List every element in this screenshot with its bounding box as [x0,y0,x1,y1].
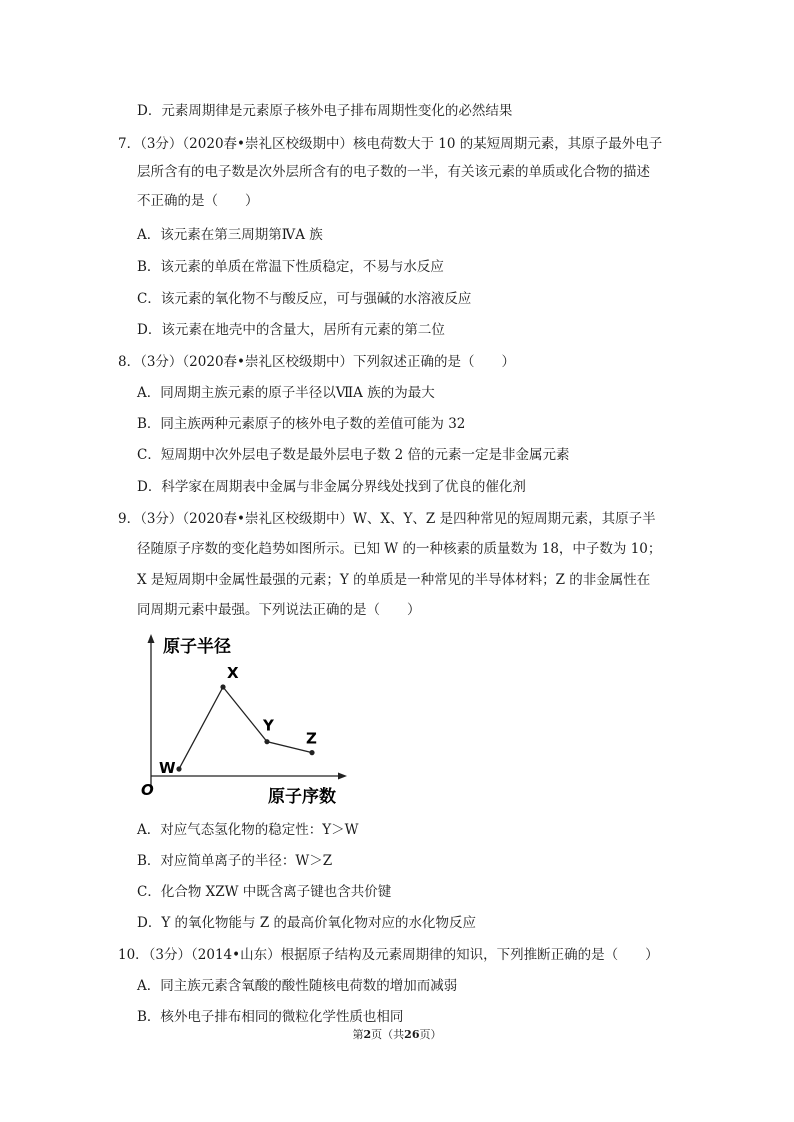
q7-option-d: D．该元素在地壳中的含量大，居所有元素的第二位 [137,322,445,338]
point-label-z: Z [306,729,317,748]
x-axis-arrow [338,773,347,780]
q8-option-b: B．同主族两种元素原子的核外电子数的差值可能为 32 [137,416,466,432]
atomic-radius-figure [138,630,368,810]
q9-stem-line2: 径随原子序数的变化趋势如图所示。已知 W 的一种核素的质量数为 18，中子数为 10； [137,541,662,557]
q9-option-a: A．对应气态氢化物的稳定性：Y＞W [137,822,359,838]
q8-option-c: C．短周期中次外层电子数是最外层电子数 2 倍的元素一定是非金属元素 [137,447,570,463]
data-points [159,664,317,777]
q7-option-a: A．该元素在第三周期第ⅣA 族 [137,227,323,243]
footer-prefix: 第 [352,1028,364,1041]
point-w [176,766,181,771]
q10-stem: 10．（3分）（2014•山东）根据原子结构及元素周期律的知识，下列推断正确的是（ ） [118,947,659,963]
q7-stem-line1: 7．（3分）（2020春•崇礼区校级期中）核电荷数大于 10 的某短周期元素，其原子最外电子 [118,136,663,152]
q7-option-b: B．该元素的单质在常温下性质稳定，不易与水反应 [137,259,444,275]
point-y [264,739,269,744]
q9-option-b: B．对应简单离子的半径：W＞Z [137,853,333,869]
footer-page-number: 2 [363,1028,372,1041]
q9-stem-line3: X 是短周期中金属性最强的元素；Y 的单质是一种常见的半导体材料；Z 的非金属性在 [137,572,651,588]
origin-label: O [141,781,154,799]
q7-stem-line3: 不正确的是（ ） [137,193,259,209]
y-axis-arrow [148,634,155,643]
q9-option-d: D．Y 的氧化物能与 Z 的最高价氧化物对应的水化物反应 [137,915,476,931]
q8-option-a: A．同周期主族元素的原子半径以ⅦA 族的为最大 [137,385,435,401]
footer-total-pages: 26 [404,1028,420,1041]
q10-option-b: B．核外电子排布相同的微粒化学性质也相同 [137,1009,404,1025]
point-x [220,684,225,689]
point-z [309,750,314,755]
y-axis-label: 原子半径 [163,637,231,657]
point-label-x: X [227,664,239,682]
point-label-w: W [159,759,176,777]
q10-option-a: A．同主族元素含氧酸的酸性随核电荷数的增加而减弱 [137,978,458,994]
q8-option-d: D．科学家在周期表中金属与非金属分界线处找到了优良的催化剂 [137,479,526,495]
trend-line [179,687,312,769]
q7-option-c: C．该元素的氧化物不与酸反应，可与强碱的水溶液反应 [137,291,472,307]
footer-middle: 页（共 [371,1028,405,1041]
q7-stem-line2: 层所含有的电子数是次外层所含有的电子数的一半，有关该元素的单质或化合物的描述 [137,164,650,180]
page-footer [0,1026,794,1042]
q6-option-d: D．元素周期律是元素原子核外电子排布周期性变化的必然结果 [137,103,513,119]
footer-suffix: 页） [419,1028,442,1041]
q9-stem-line4: 同周期元素中最强。下列说法正确的是（ ） [137,602,421,618]
point-label-y: Y [263,716,274,735]
q9-option-c: C．化合物 XZW 中既含离子键也含共价键 [137,884,392,900]
x-axis-label: 原子序数 [268,787,336,807]
q8-stem: 8．（3分）（2020春•崇礼区校级期中）下列叙述正确的是（ ） [118,354,515,370]
q9-stem-line1: 9．（3分）（2020春•崇礼区校级期中）W、X、Y、Z 是四种常见的短周期元素，其原子半 [118,511,656,527]
